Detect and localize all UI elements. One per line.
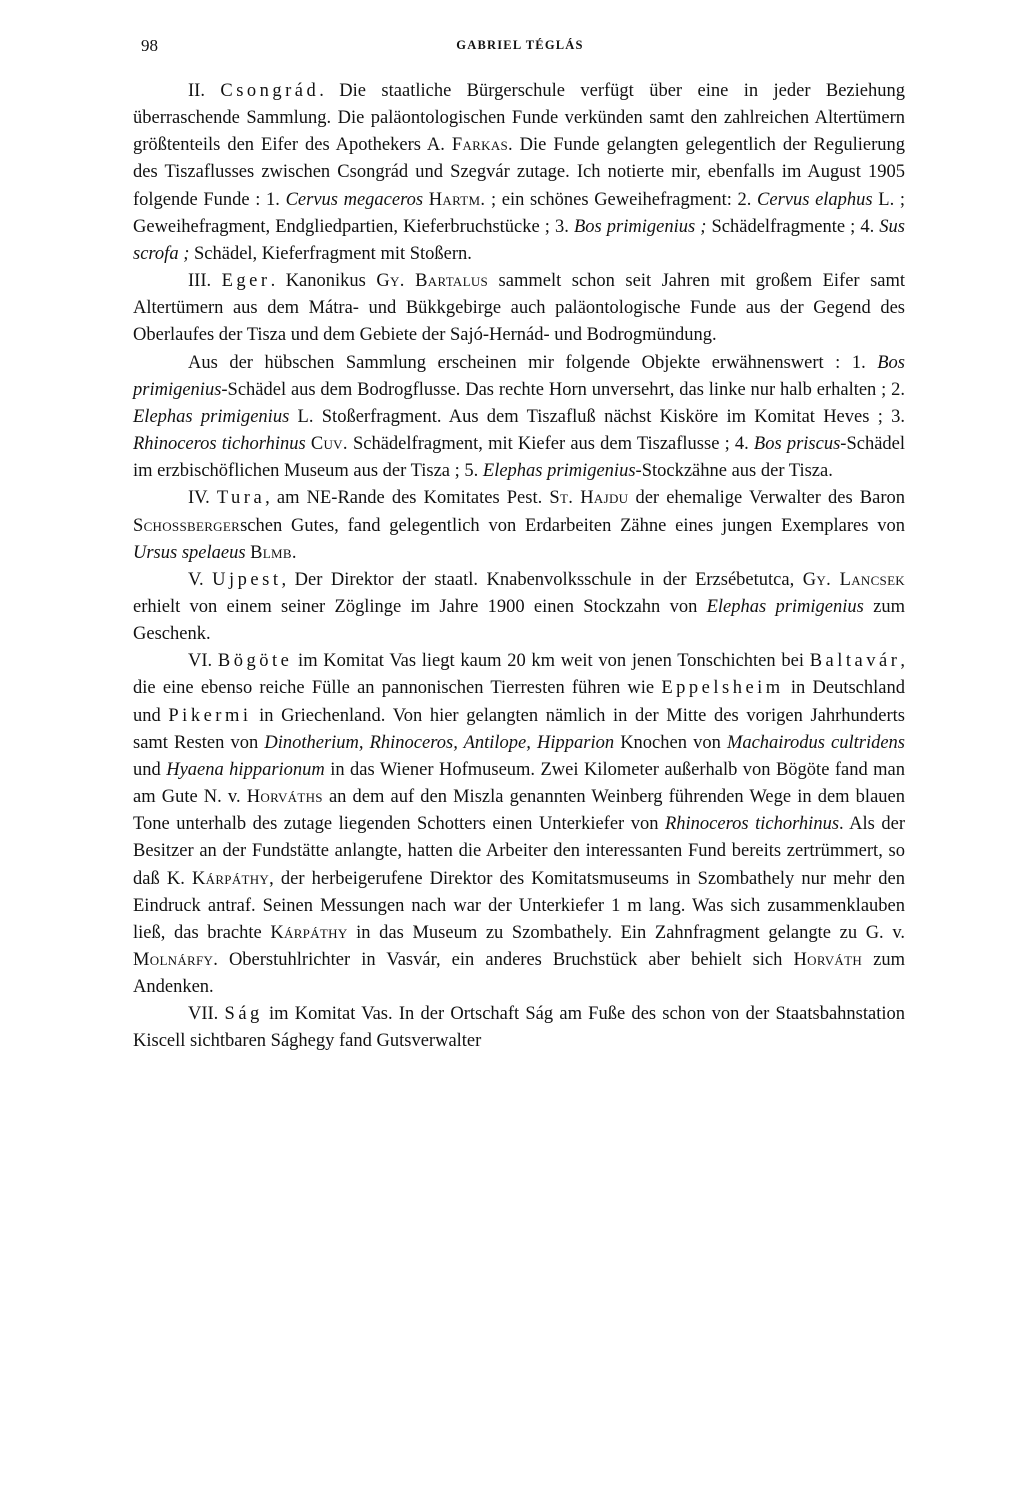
italic-run: Elephas primigenius [482,461,636,482]
small-caps-run: Cuv. [310,434,348,455]
small-caps-run: Kárpáthy [270,922,348,943]
small-caps-run: Horváth [793,950,863,970]
paragraph-tura: IV. Tura, am NE-Rande des Komitates Pest. St. Hajdu der ehemalige Verwalter des Baron Schossbergerschen Gutes, fand gelegentlich von Erdarbeiten Zähne eines jungen Exemplares von Ursus spelaeus Blmb. [133,488,906,563]
paragraph-eger-collection: Aus der hübschen Sammlung erscheinen mir folgende Objekte erwähnenswert : 1. Bos primigenius-Schädel aus dem Bodrogflusse. Das rechte Horn unversehrt, das linke nur halb erhalten ; 2. Elephas primigenius L. Stoßerfragment. Aus dem Tiszafluß nächst Kisköre im Komitat Heves ; 3. Rhinoceros tichorhinus Cuv. Schädelfragment, mit Kiefer aus dem Tiszaflusse ; 4. Bos priscus-Schädel im erzbischöflichen Museum aus der Tisza ; 5. Elephas primigenius-Stockzähne aus der Tisza. [133,352,906,482]
small-caps-run: Schossberger [133,515,241,536]
italic-run: Rhinoceros tichorhinus [664,814,840,835]
spaced-run: Tura [216,488,266,509]
italic-run: Dinotherium, Rhinoceros, Antilope, Hipparion [264,732,615,753]
italic-run: Cervus elaphus [757,189,873,210]
italic-run: Bos primigenius [133,352,905,400]
paragraph-eger: III. Eger. Kanonikus Gy. Bartalus sammelt schon seit Jahren mit großem Eifer samt Altertümern aus dem Mátra- und Bükkgebirge auch paläontologische Funde aus der Gegend des Oberlaufes der Tisza und dem Gebiete der Sajó-Hernád- und Bodrogmündung. [133,271,906,346]
page-header [135,36,905,58]
small-caps-run: Horváths [246,787,323,808]
paragraph-csongrad: II. Csongrád. Die staatliche Bürgerschule verfügt über eine in jeder Beziehung überraschende Sammlung. Die paläontologischen Funde verkünden samt den zahlreichen Altertümern größtenteils den Eifer des Apothekers A. Farkas. Die Funde gelangten gelegentlich der Regulierung des Tiszaflusses zwischen Csongrád und Szegvár zutage. Ich notierte mir, ebenfalls im August 1905 folgende Funde : 1. Cervus megaceros Hartm. ; ein schönes Geweihefragment: 2. Cervus elaphus L. ; Geweihefragment, Endgliedpartien, Kieferbruchstücke ; 3. Bos primigenius ; Schädelfragmente ; 4. Sus scrofa ; Schädel, Kieferfragment mit Stoßern. [133,81,905,264]
italic-run: Hyaena hipparionum [166,759,325,780]
spaced-run: Ujpest [212,569,282,590]
italic-run: Sus scrofa ; [133,216,905,264]
italic-run: Bos priscus [753,434,841,455]
small-caps-run: Hajdu [580,488,629,509]
italic-run: Bos primigenius ; [573,216,707,237]
paragraph-bogote: VI. Bögöte im Komitat Vas liegt kaum 20 km weit von jenen Tonschichten bei Baltavár, die eine ebenso reiche Fülle an pannonischen Tierresten führen wie Eppelsheim in Deutschland und Pikermi in Griechenland. Von hier gelangten nämlich in der Mitte des vorigen Jahrhunderts samt Resten von Dinotherium, Rhinoceros, Antilope, Hipparion Knochen von Machairodus cultridens und Hyaena hipparionum in das Wiener Hofmuseum. Zwei Kilometer außerhalb von Bögöte fand man am Gute N. v. Horváths an dem auf den Miszla genannten Weinberg führenden Wege in dem blauen Tone unterhalb des zutage liegenden Schotters einen Unterkiefer von Rhinoceros tichorhinus. Als der Besitzer an der Fundstätte anlangte, hatten die Arbeiter den interessanten Fund bereits zertrümmert, so daß K. Kárpáthy, der herbeigerufene Direktor des Komitatsmuseums in Szombathely nur mehr den Eindruck antraf. Seinen Messungen nach war der Unterkiefer 1 m lang. Was sich zusammenklauben ließ, das brachte Kárpáthy in das Museum zu Szombathely. Ein Zahnfragment gelangte zu G. v. Molnárfy. Oberstuhlrichter in Vasvár, ein anderes Bruchstück aber behielt sich Horváth zum Andenken. [133,651,906,998]
paragraph-sag: VII. Ság im Komitat Vas. In der Ortschaft Ság am Fuße des schon von der Staatsbahnstation Kiscell sichtbaren Sághegy fand Gutsverwalter [133,1004,905,1052]
spaced-run: Ság [224,1004,263,1025]
small-caps-run: Gy. [802,569,832,590]
small-caps-run: Bartalus [415,271,489,292]
italic-run: Elephas primigenius [706,596,864,617]
running-head: GABRIEL TÉGLÁS [456,38,584,52]
italic-run: Elephas primigenius [133,406,290,427]
small-caps-run: Blmb. [250,542,297,563]
italic-run: Machairodus cultridens [726,732,906,753]
spaced-run: Eger [221,271,271,292]
small-caps-run: Lancsek [839,569,906,590]
italic-run: Cervus megaceros [285,189,424,210]
small-caps-run: Farkas [451,135,509,156]
small-caps-run: Kárpáthy [191,868,270,889]
page-number: 98 [141,36,158,55]
spaced-run: Baltavár [809,651,901,672]
small-caps-run: St. [549,488,574,509]
small-caps-run: Hartm. [428,189,486,210]
italic-run: Ursus spelaeus [133,542,246,563]
spaced-run: Bögöte [217,651,293,672]
small-caps-run: Gy. [376,271,405,292]
spaced-run: Eppelsheim [661,678,784,699]
paragraph-ujpest: V. Ujpest, Der Direktor der staatl. Knabenvolksschule in der Erzsébetutca, Gy. Lancsek erhielt von einem seiner Zöglinge im Jahre 1900 einen Stockzahn von Elephas primigenius zum Geschenk. [133,569,906,645]
italic-run: Rhinoceros tichorhinus [133,434,306,455]
body-text [133,78,905,1056]
spaced-run: Pikermi [168,705,252,726]
spaced-run: Csongrád [220,81,320,101]
small-caps-run: Molnárfy [133,950,214,970]
